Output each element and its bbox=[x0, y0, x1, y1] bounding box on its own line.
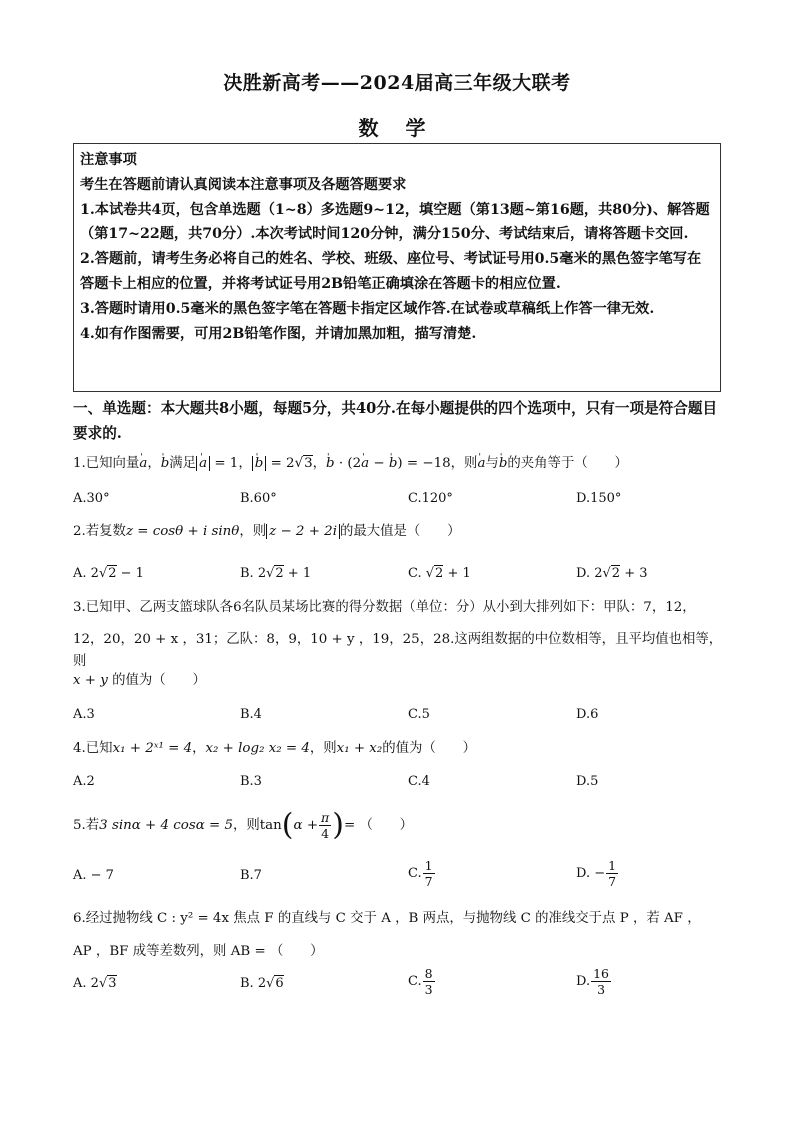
q6-d-pre: D. bbox=[576, 974, 591, 989]
question-3-line-1: 3.已知甲、乙两支篮球队各6名队员某场比赛的得分数据（单位：分）从小到大排列如下：甲队：7，12， bbox=[73, 600, 696, 615]
q2-c-rad: 2 bbox=[435, 566, 444, 581]
q2-c-post: + 1 bbox=[443, 566, 471, 581]
q1-text-satisfy: 满足 bbox=[169, 456, 197, 471]
q1-option-b: B.60° bbox=[240, 491, 277, 506]
q1-angle-b: ' b bbox=[499, 456, 508, 471]
q2-c-pre: C. bbox=[408, 566, 426, 581]
q6-option-c bbox=[408, 966, 436, 997]
q6-option-a: A. 2√3 bbox=[73, 976, 117, 991]
q1-sep3: ， bbox=[312, 456, 327, 471]
q6-options bbox=[73, 966, 723, 1006]
question-6-line-1: 6.经过抛物线 C : y² = 4x 焦点 F 的直线与 C 交于 A ，B 两点，与抛物线 C 的准线交于点 P ，若 AF ， bbox=[73, 911, 701, 926]
q6-d-den: 3 bbox=[597, 982, 606, 997]
q5-option-c bbox=[408, 858, 436, 889]
q1-abs-b: ' b bbox=[255, 456, 264, 471]
notice-item-3: 3.答题时请用0.5毫米的黑色签字笔在答题卡指定区域作答.在试卷或草稿纸上作答一律无效. bbox=[80, 300, 655, 317]
q4-ask: 的值为（ ） bbox=[382, 741, 476, 756]
q1-options bbox=[73, 491, 723, 521]
q5-c-den: 7 bbox=[424, 874, 433, 889]
q6-option-b: B. 2√6 bbox=[240, 976, 284, 991]
q3-option-b: B.4 bbox=[240, 707, 262, 722]
q3-option-a: A.3 bbox=[73, 707, 95, 722]
question-3-line-2: 12，20，20 + x ，31；乙队：8，9，10 + y ，19，25，28.这两组数据的中位数相等，且平均值也相等，则 bbox=[73, 632, 723, 669]
q2-option-d: D. 2√2 + 3 bbox=[576, 566, 648, 581]
q5-c-num: 1 bbox=[424, 858, 433, 873]
q1-sep: ， bbox=[147, 456, 161, 471]
q1-abs-a-value: = 1 bbox=[214, 456, 239, 471]
q5-ask: = （ ） bbox=[343, 818, 414, 833]
q1-text: 1.已知向量 bbox=[73, 456, 140, 471]
question-2 bbox=[73, 521, 723, 543]
q1-option-d: D.150° bbox=[576, 491, 622, 506]
q1-dot-a: ' a bbox=[361, 456, 369, 471]
q5-option-b: B.7 bbox=[240, 868, 262, 883]
q4-options bbox=[73, 774, 723, 804]
q5-pi: π bbox=[321, 810, 330, 825]
q1-ask: 的夹角等于（ ） bbox=[507, 456, 628, 471]
q1-vector-a: ' a bbox=[139, 456, 147, 471]
q2-d-post: + 3 bbox=[620, 566, 648, 581]
q2-option-a: A. 2√2 − 1 bbox=[73, 566, 144, 581]
q6-b-rad: 6 bbox=[275, 976, 284, 991]
q1-dot-b2: ' b bbox=[389, 456, 398, 471]
q4-option-d: D.5 bbox=[576, 774, 599, 789]
question-3-line-3 bbox=[73, 670, 723, 692]
q2-text: 2.若复数 bbox=[73, 524, 126, 539]
q1-dot-b: ' b bbox=[326, 456, 335, 471]
q4-then: ，则 bbox=[309, 741, 337, 756]
q2-option-b: B. 2√2 + 1 bbox=[240, 566, 312, 581]
q3-option-c: C.5 bbox=[408, 707, 430, 722]
q5-c-pre: C. bbox=[408, 866, 422, 881]
q3-options bbox=[73, 707, 723, 737]
notice-item-1: 1.本试卷共4页，包含单选题（1~8）多选题9~12，填空题（第13题~第16题，共80分)、解答题（第17~22题，共70分）.本次考试时间120分钟，满分150分、考试结束后，请将答题卡交回. bbox=[80, 201, 710, 243]
q5-tan: tan bbox=[259, 818, 282, 833]
q4-equation-1: x₁ + 2ˣ¹ = 4 bbox=[112, 741, 193, 756]
q2-expression: z = cosθ + i sinθ bbox=[125, 524, 240, 539]
q5-d-num: 1 bbox=[608, 858, 617, 873]
notice-box bbox=[73, 143, 721, 392]
q6-option-d bbox=[576, 966, 612, 997]
q4-text: 4.已知 bbox=[73, 741, 113, 756]
q6-a-pre: A. 2 bbox=[73, 976, 99, 991]
q5-option-d bbox=[576, 858, 619, 889]
q5-alpha-plus: α + bbox=[293, 818, 319, 833]
q2-abs-expression: z − 2 + 2i bbox=[266, 524, 340, 539]
q5-d-pre: D. − bbox=[576, 866, 606, 881]
q3-ask: 的值为（ ） bbox=[112, 673, 206, 688]
q2-a-pre: A. 2 bbox=[73, 566, 99, 581]
q2-options bbox=[73, 566, 723, 596]
q2-d-pre: D. 2 bbox=[576, 566, 603, 581]
section-heading-single-choice: 一、单选题：本大题共8小题，每题5分，共40分.在每小题提供的四个选项中，只有一项是符合题目要求的. bbox=[73, 400, 718, 442]
q1-then: ，则 bbox=[450, 456, 478, 471]
q5-pi-over-4 bbox=[319, 810, 331, 841]
q4-option-b: B.3 bbox=[240, 774, 262, 789]
q1-vector-b: ' b bbox=[161, 456, 170, 471]
q5-option-a: A. − 7 bbox=[73, 868, 114, 883]
q1-dot-value: = −18 bbox=[406, 456, 451, 471]
q1-abs-a: ' a bbox=[199, 456, 207, 471]
q2-b-post: + 1 bbox=[283, 566, 312, 581]
q2-then: ，则 bbox=[239, 524, 267, 539]
q5-options bbox=[73, 858, 723, 898]
q4-sum: x₁ + x₂ bbox=[336, 741, 383, 756]
q2-b-pre: B. 2 bbox=[240, 566, 267, 581]
q1-option-a: A.30° bbox=[73, 491, 110, 506]
question-5: 5.若3 sinα + 4 cosα = 5，则tan(α + $\frac{\pi}{4}$ )= （ ） bbox=[73, 807, 414, 843]
q2-ask: 的最大值是（ ） bbox=[339, 524, 461, 539]
q5-d-den: 7 bbox=[608, 874, 617, 889]
question-6-line-2: AP ，BF 成等差数列，则 AB = （ ） bbox=[73, 944, 324, 959]
notice-intro: 考生在答题前请认真阅读本注意事项及各题答题要求 bbox=[80, 176, 407, 193]
q1-sep2: ， bbox=[238, 456, 252, 471]
q2-a-rad: 2 bbox=[108, 566, 117, 581]
q4-option-a: A.2 bbox=[73, 774, 95, 789]
q2-b-rad: 2 bbox=[275, 566, 284, 581]
question-4 bbox=[73, 738, 723, 760]
q6-a-rad: 3 bbox=[108, 976, 117, 991]
q6-c-den: 3 bbox=[424, 982, 433, 997]
q4-option-c: C.4 bbox=[408, 774, 430, 789]
q2-d-rad: 2 bbox=[611, 566, 621, 581]
exam-title: 决胜新高考——2024届高三年级大联考 bbox=[223, 72, 571, 94]
q5-then: ，则 bbox=[233, 818, 260, 833]
q1-and: 与 bbox=[485, 456, 499, 471]
q2-a-post: − 1 bbox=[116, 566, 144, 581]
q6-c-pre: C. bbox=[408, 974, 422, 989]
q5-text: 5.若 bbox=[73, 818, 100, 833]
q6-d-num: 16 bbox=[593, 966, 609, 981]
exam-subject: 数 学 bbox=[358, 116, 436, 140]
q4-equation-2: x₂ + log₂ x₂ = 4 bbox=[205, 741, 310, 756]
question-1: 1.已知向量' a，' b满足' a = 1，' b = 2√3，' b · (2' a − ' b) = −18，则' a与' b的夹角等于（ ） bbox=[73, 453, 723, 475]
notice-item-4: 4.如有作图需要，可用2B铅笔作图，并请加黑加粗，描写清楚. bbox=[80, 325, 477, 342]
q1-option-c: C.120° bbox=[408, 491, 453, 506]
notice-item-2: 2.答题前，请考生务必将自己的姓名、学校、班级、座位号、考试证号用0.5毫米的黑色签字笔写在答题卡上相应的位置，并将考试证号用2B铅笔正确填涂在答题卡的相应位置. bbox=[80, 251, 702, 292]
q1-abs-b-value: = 2 bbox=[270, 456, 295, 471]
q3-option-d: D.6 bbox=[576, 707, 599, 722]
q6-c-num: 8 bbox=[424, 966, 433, 981]
q1-angle-a: ' a bbox=[477, 456, 485, 471]
q2-option-c: C. √2 + 1 bbox=[408, 566, 471, 581]
q4-sep: ， bbox=[192, 741, 206, 756]
notice-heading: 注意事项 bbox=[80, 152, 137, 168]
q3-x-plus-y: x + y bbox=[73, 673, 108, 688]
q5-four: 4 bbox=[321, 826, 330, 841]
q5-equation: 3 sinα + 4 cosα = 5 bbox=[99, 818, 234, 833]
q1-sqrt-3: 3 bbox=[304, 456, 313, 471]
q6-b-pre: B. 2 bbox=[240, 976, 267, 991]
